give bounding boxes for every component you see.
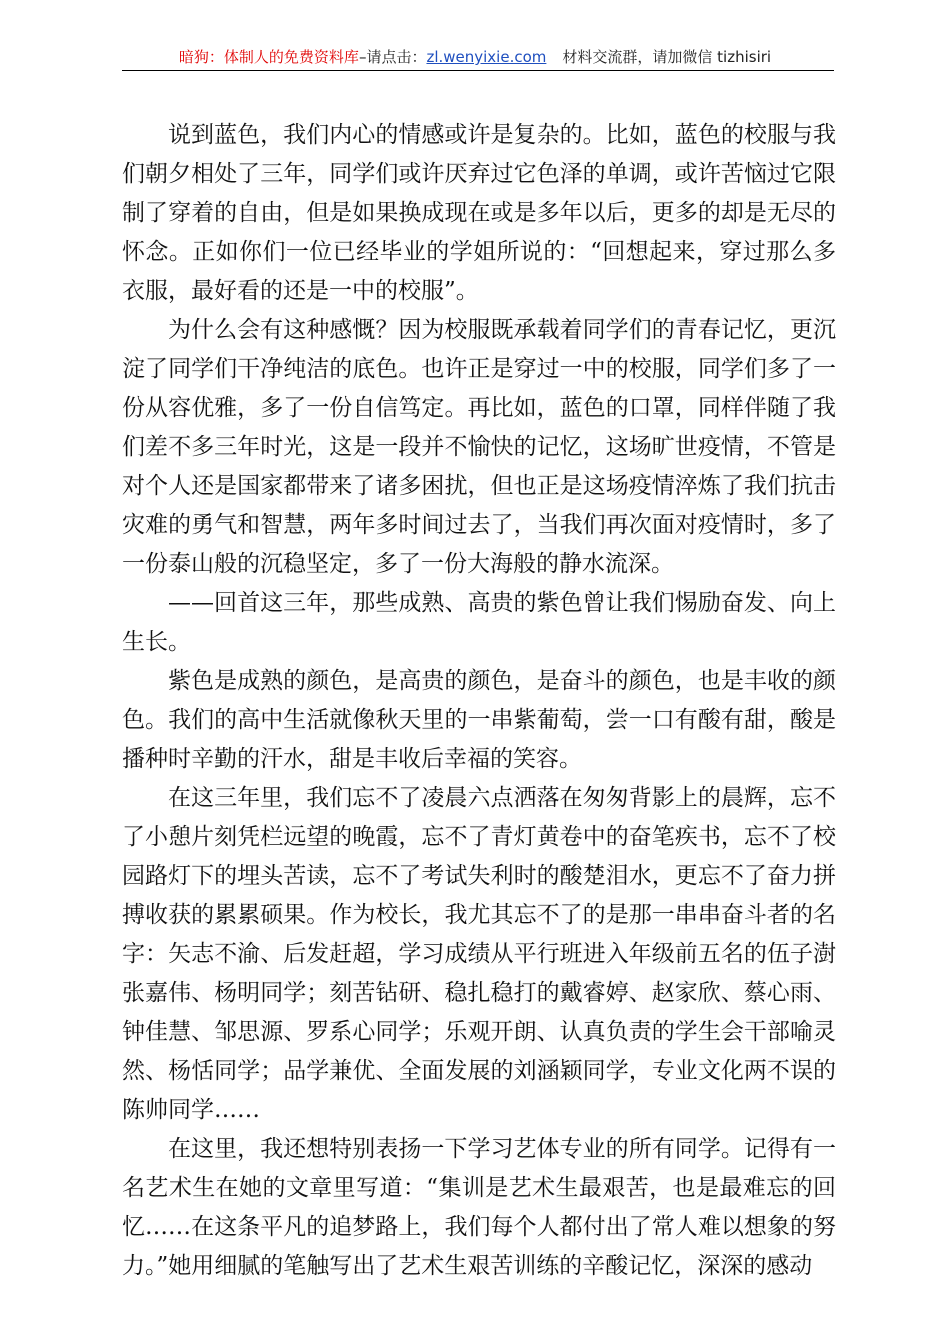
header-click-prompt: –请点击： <box>358 48 427 66</box>
paragraph: 在这里，我还想特别表扬一下学习艺体专业的所有同学。记得有一名艺术生在她的文章里写道：“集训是艺术生最艰苦，也是最难忘的回忆……在这条平凡的追梦路上，我们每个人都付出了常人难以想象的努力。”她用细腻的笔触写出了艺术生艰苦训练的辛酸记忆，深深的感动 <box>122 1136 836 1279</box>
paragraph: 说到蓝色，我们内心的情感或许是复杂的。比如，蓝色的校服与我们朝夕相处了三年，同学们或许厌弃过它色泽的单调，或许苦恼过它限制了穿着的自由，但是如果换成现在或是多年以后，更多的却是无尽的怀念。正如你们一位已经毕业的学姐所说的：“回想起来，穿过那么多衣服，最好看的还是一中的校服”。 <box>122 122 836 304</box>
document-body <box>122 116 836 1286</box>
header-link[interactable]: zl.wenyixie.com <box>426 48 547 66</box>
paragraph: ——回首这三年，那些成熟、高贵的紫色曾让我们惕励奋发、向上生长。 <box>122 590 836 655</box>
header-divider <box>122 70 834 71</box>
paragraph: 在这三年里，我们忘不了凌晨六点洒落在匆匆背影上的晨辉，忘不了小憩片刻凭栏远望的晚霞，忘不了青灯黄卷中的奋笔疾书，忘不了校园路灯下的埋头苦读，忘不了考试失利时的酸楚泪水，更忘不了奋力拼搏收获的累累硕果。作为校长，我尤其忘不了的是那一串串奋斗者的名字：矢志不渝、后发赶超，学习成绩从平行班进入年级前五名的伍子澍张嘉伟、杨明同学；刻苦钻研、稳扎稳打的戴睿婷、赵家欣、蔡心雨、钟佳慧、邹思源、罗系心同学；乐观开朗、认真负责的学生会干部喻灵然、杨恬同学；品学兼优、全面发展的刘涵颖同学，专业文化两不误的陈帅同学…… <box>122 785 836 1123</box>
header-title: 暗狗：体制人的免费资料库 <box>178 48 359 66</box>
paragraph: 为什么会有这种感慨？因为校服既承载着同学们的青春记忆，更沉淀了同学们干净纯洁的底色。也许正是穿过一中的校服，同学们多了一份从容优雅，多了一份自信笃定。再比如，蓝色的口罩，同样伴随了我们差不多三年时光，这是一段并不愉快的记忆，这场旷世疫情，不管是对个人还是国家都带来了诸多困扰，但也正是这场疫情淬炼了我们抗击灾难的勇气和智慧，两年多时间过去了，当我们再次面对疫情时，多了一份泰山般的沉稳坚定，多了一份大海般的静水流深。 <box>122 317 836 577</box>
header-group-info: 材料交流群，请加微信 tizhisiri <box>562 48 772 66</box>
paragraph: 紫色是成熟的颜色，是高贵的颜色，是奋斗的颜色，也是丰收的颜色。我们的高中生活就像秋天里的一串紫葡萄，尝一口有酸有甜，酸是播种时辛勤的汗水，甜是丰收后幸福的笑容。 <box>122 668 836 772</box>
page-header <box>0 46 950 68</box>
